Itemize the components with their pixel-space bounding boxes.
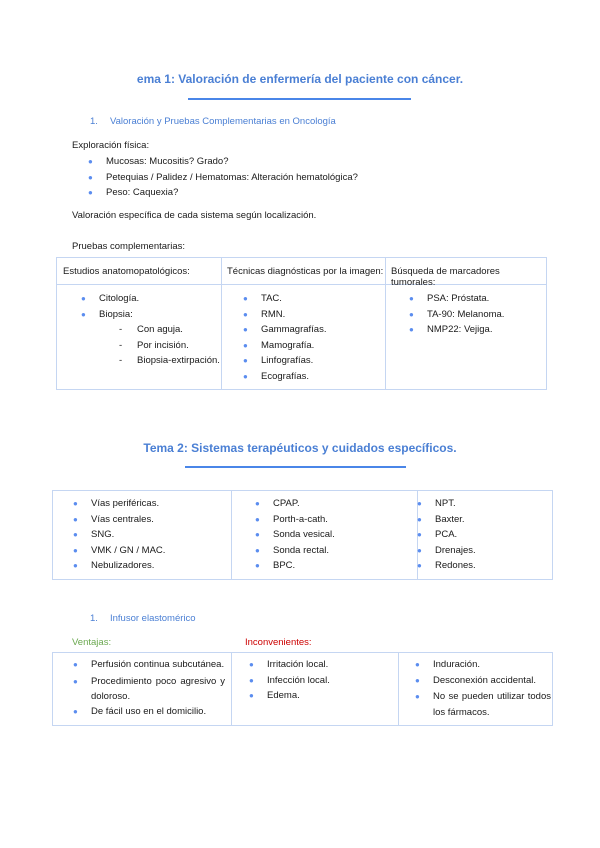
list-item: ● Porth-a-cath.: [255, 513, 328, 525]
section-label: Infusor elastomérico: [110, 613, 196, 624]
list-item: ● Desconexión accidental.: [415, 674, 536, 686]
pruebas-label: Pruebas complementarias:: [72, 241, 185, 252]
bullet-icon: ●: [417, 514, 422, 524]
marcadores-list: [409, 292, 504, 339]
list-item: ● Biopsia:: [81, 308, 133, 320]
exploracion-label: Exploración física:: [72, 140, 150, 151]
list-item: ● Redones.: [417, 560, 476, 571]
column-divider: [385, 258, 386, 389]
bullet-icon: ●: [255, 561, 260, 570]
list-item: ● Peso: Caquexia?: [88, 187, 179, 198]
bullet-icon: ●: [81, 294, 86, 303]
sistemas-table: [52, 490, 553, 580]
exploracion-list: [88, 155, 358, 202]
table-header: Técnicas diagnósticas por la imagen:: [227, 266, 384, 277]
bullet-icon: ●: [409, 325, 414, 334]
bullet-icon: ●: [73, 545, 78, 555]
bullet-icon: ●: [73, 514, 78, 524]
list-item: ● VMK / GN / MAC.: [73, 544, 166, 556]
list-item: ● Mucosas: Mucositis? Grado?: [88, 156, 229, 167]
bullet-icon: ●: [255, 545, 260, 555]
bullet-icon: ●: [243, 309, 248, 319]
bullet-icon: ●: [417, 545, 422, 555]
list-item: ● De fácil uso en el domicilio.: [73, 705, 207, 717]
table-header: Búsqueda de marcadores tumorales:: [391, 266, 500, 288]
bullet-icon: ●: [73, 676, 78, 686]
list-item: ● TA-90: Melanoma.: [409, 308, 505, 320]
list-item: ● Drenajes.: [417, 544, 476, 556]
dash-icon: -: [119, 324, 123, 335]
list-item: ● Mamografía.: [243, 339, 315, 351]
imagen-list: [243, 292, 326, 385]
list-item: ● Procedimiento poco agresivo y doloroso.: [73, 675, 225, 702]
bullet-icon: ●: [73, 530, 78, 539]
ventajas-list: [73, 658, 225, 720]
dash-icon: -: [119, 355, 123, 366]
list-item: ● Ecografías.: [243, 370, 310, 382]
sistemas-col2-list: [255, 497, 335, 575]
bullet-icon: ●: [73, 706, 78, 716]
section-number: 1.: [90, 613, 98, 624]
list-item: ● PSA: Próstata.: [409, 293, 490, 304]
list-item: ● Edema.: [249, 690, 300, 701]
list-item: ● Citología.: [81, 293, 140, 304]
list-item: ● Induración.: [415, 659, 481, 670]
bullet-icon: ●: [417, 499, 422, 508]
list-item: ● TAC.: [243, 293, 282, 304]
bullet-icon: ●: [249, 660, 254, 669]
inconvenientes-list-1: [249, 658, 330, 705]
list-item: ● Perfusión continua subcutánea.: [73, 659, 225, 670]
column-divider: [398, 653, 399, 725]
sub-list-item: - Por incisión.: [119, 339, 189, 351]
column-divider: [231, 491, 232, 579]
bullet-icon: ●: [88, 188, 93, 197]
bullet-icon: ●: [409, 309, 414, 319]
list-item: ● Vías centrales.: [73, 513, 154, 525]
sistemas-col1-list: [73, 497, 165, 575]
list-item: ● Baxter.: [417, 513, 465, 525]
list-item: ● Petequias / Palidez / Hematomas: Alteración hematológica?: [88, 171, 358, 183]
column-divider: [231, 653, 232, 725]
bullet-icon: ●: [73, 499, 78, 508]
list-item: ● PCA.: [417, 529, 458, 540]
list-item: ● NPT.: [417, 498, 456, 509]
bullet-icon: ●: [415, 660, 420, 669]
bullet-icon: ●: [255, 499, 260, 508]
tema2-section-heading: [90, 613, 196, 624]
list-item: ● SNG.: [73, 529, 115, 540]
bullet-icon: ●: [243, 356, 248, 365]
bullet-icon: ●: [249, 675, 254, 685]
bullet-icon: ●: [417, 530, 422, 539]
anatomopatologicos-list: [81, 292, 220, 370]
bullet-icon: ●: [243, 371, 248, 381]
bullet-icon: ●: [249, 691, 254, 700]
tema1-section-heading: [90, 116, 336, 127]
sub-list-item: - Con aguja.: [119, 324, 183, 335]
list-item: ● Irritación local.: [249, 659, 329, 670]
section-label: Valoración y Pruebas Complementarias en Oncología: [110, 116, 336, 127]
bullet-icon: ●: [73, 660, 78, 669]
list-item: ● Gammagrafías.: [243, 324, 327, 335]
bullet-icon: ●: [243, 294, 248, 303]
dash-icon: -: [119, 339, 123, 351]
bullet-icon: ●: [415, 675, 420, 685]
bullet-icon: ●: [243, 340, 248, 350]
tema2-title: Tema 2: Sistemas terapéuticos y cuidados específicos.: [143, 441, 457, 455]
pruebas-table: [56, 257, 547, 390]
bullet-icon: ●: [409, 294, 414, 303]
bullet-icon: ●: [415, 692, 420, 701]
list-item: ● NMP22: Vejiga.: [409, 324, 493, 335]
tema1-title: ema 1: Valoración de enfermería del paciente con cáncer.: [136, 72, 464, 86]
list-item: ● Sonda rectal.: [255, 544, 329, 556]
bullet-icon: ●: [255, 514, 260, 524]
table-header: Estudios anatomopatológicos:: [63, 266, 190, 277]
list-item: ● CPAP.: [255, 498, 300, 509]
ventajas-label: Ventajas:: [72, 637, 112, 648]
list-item: ● Nebulizadores.: [73, 560, 155, 571]
list-item: ● Linfografías.: [243, 355, 314, 366]
bullet-icon: ●: [88, 172, 93, 182]
bullet-icon: ●: [81, 309, 86, 319]
valoracion-text: Valoración específica de cada sistema según localización.: [72, 210, 317, 221]
sub-list-item: - Biopsia-extirpación.: [119, 355, 220, 366]
infusor-table: [52, 652, 553, 726]
list-item: ● RMN.: [243, 308, 286, 320]
bullet-icon: ●: [243, 325, 248, 334]
bullet-icon: ●: [73, 561, 78, 570]
bullet-icon: ●: [255, 530, 260, 539]
column-divider: [221, 258, 222, 389]
bullet-icon: ●: [417, 561, 422, 570]
sistemas-col3-list: [417, 497, 476, 575]
inconvenientes-label: Inconvenientes:: [245, 637, 312, 648]
list-item: ● Infección local.: [249, 674, 330, 686]
section-number: 1.: [90, 116, 98, 127]
bullet-icon: ●: [88, 157, 93, 166]
list-item: ● BPC.: [255, 560, 296, 571]
tema2-title-underline: [185, 466, 406, 468]
list-item: ● Sonda vesical.: [255, 529, 335, 540]
list-item: ● Vías periféricas.: [73, 498, 160, 509]
list-item: ● No se pueden utilizar todos los fármacos.: [415, 691, 551, 718]
tema1-title-underline: [188, 98, 411, 100]
inconvenientes-list-2: [415, 658, 551, 720]
